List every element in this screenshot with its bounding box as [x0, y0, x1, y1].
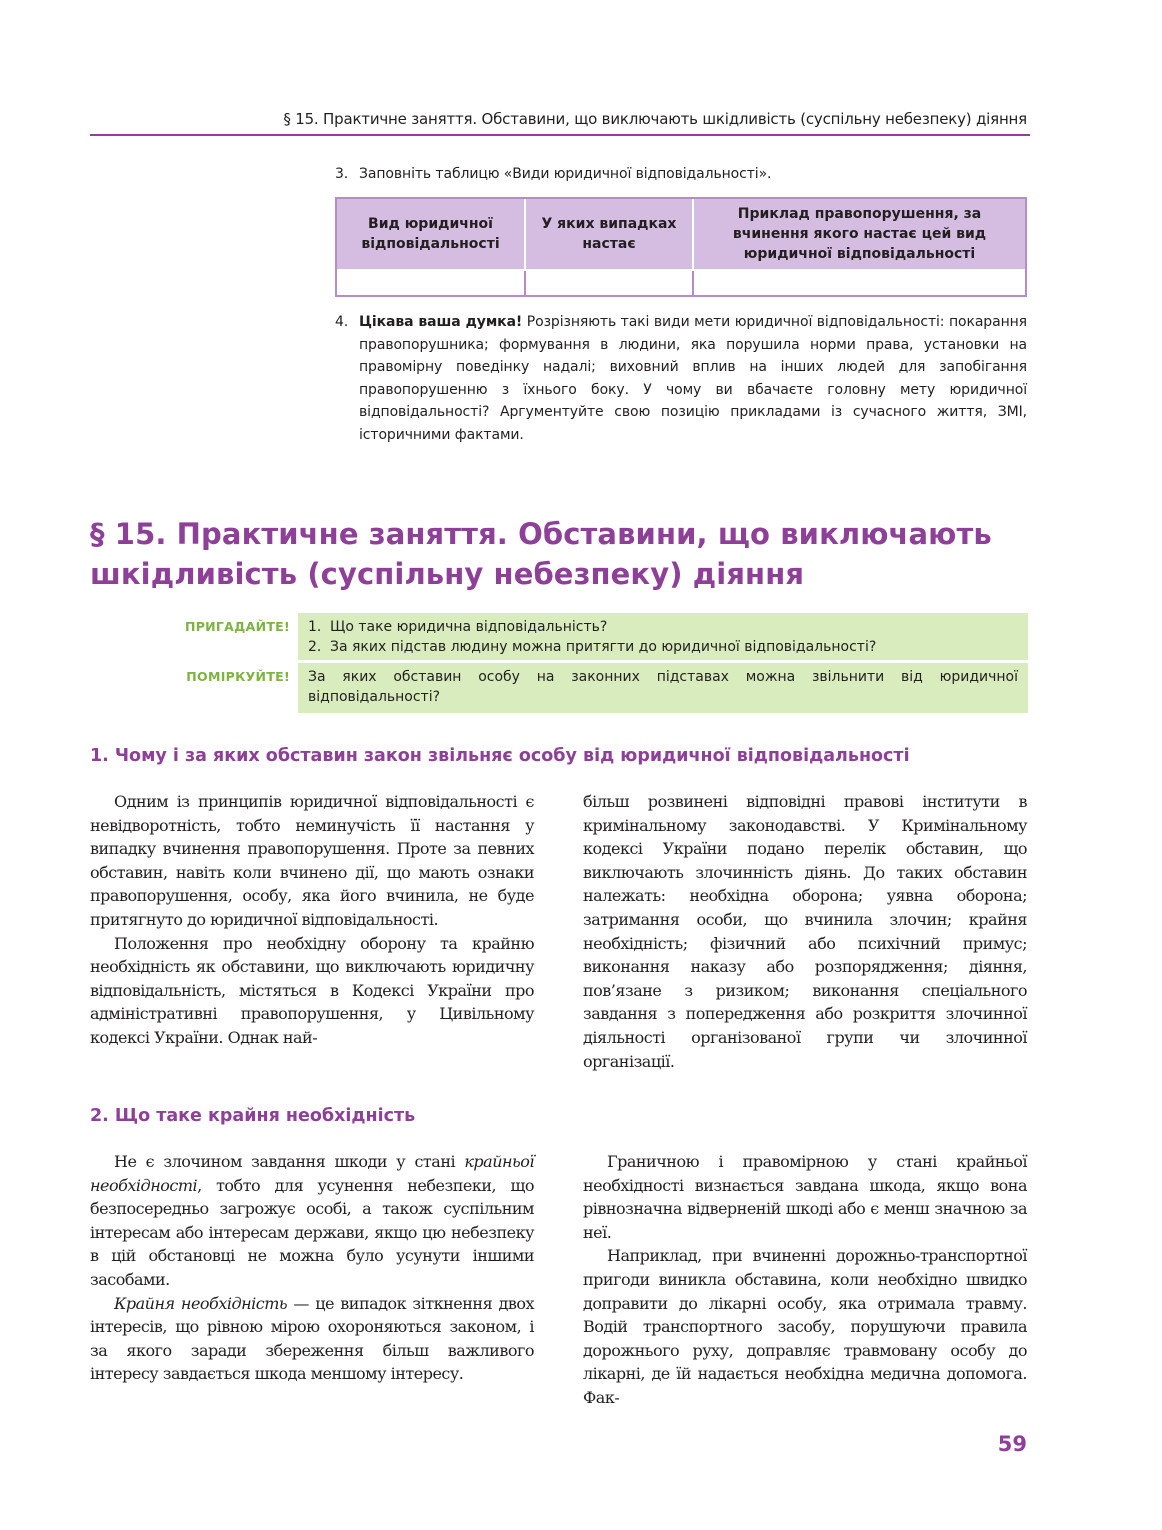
task-3 [335, 166, 771, 182]
list-item: 1. Що таке юридична відповідальність? [308, 619, 608, 635]
table-row [336, 270, 1026, 296]
task-number: 3. [335, 166, 349, 182]
section-title [90, 514, 1050, 594]
paragraph: більш розвинені відповідні правові інститути в кримінальному законодавстві. У Кримінальному кодексі України подано перелік обставин, що виключають злочинність діянь. До таких обставин належать: необхідна оборона; уявна оборона; затримання особи, що вчинила злочин; крайня необхідність; фізичний або психічний примус; виконання наказу або розпорядження; діяння, пов’язане з ризиком; виконання спеціального завдання з попередження або розкриття злочинної діяльності організованої групи чи злочинної організації. [583, 792, 1027, 1071]
header-rule [90, 134, 1030, 136]
task-text: Заповніть таблицю «Види юридичної відповідальності». [359, 166, 772, 182]
task-number: 4. [335, 314, 349, 330]
table-cell[interactable] [336, 270, 525, 296]
table-cell[interactable] [693, 270, 1026, 296]
paragraph: Граничною і правомірною у стані крайньої необхідності визнається завдана шкода, якщо вона рівнозначна відверненій шкоді або є менш значною за неї. [583, 1152, 1027, 1242]
section-title-line: шкідливість (суспільну небезпеку) діяння [90, 557, 805, 591]
running-head: § 15. Практичне заняття. Обставини, що виключають шкідливість (суспільну небезпеку) діяння [283, 110, 1027, 128]
table-cell[interactable] [525, 270, 693, 296]
remind-box [298, 613, 1028, 660]
think-label: ПОМІРКУЙТЕ! [186, 669, 290, 684]
task-lead: Цікава ваша думка! [359, 314, 523, 330]
text-column-left [90, 1150, 534, 1386]
task-4 [335, 311, 1027, 446]
remind-label: ПРИГАДАЙТЕ! [184, 619, 290, 634]
responsibility-table [335, 197, 1027, 297]
list-item: 2. За яких підстав людину можна притягти до юридичної відповідальності? [308, 639, 877, 655]
page-number: 59 [997, 1432, 1027, 1456]
task-text: Розрізняють такі види мети юридичної відповідальності: покарання правопорушника; формування в людини, яка порушила норми права, установки на правомірну поведінку надалі; виховний вплив на інших людей для запобігання правопорушенню з їхнього боку. У чому ви вбачаєте головну мету юридичної відповідальності? Аргументуйте свою позицію прикладами із сучасного життя, ЗМІ, історичними фактами. [359, 314, 1027, 443]
italic-term: крайньої необхідності [90, 1152, 534, 1195]
text-column-left [90, 790, 534, 1050]
subsection-title: 2. Що таке крайня необхідність [90, 1106, 416, 1126]
paragraph: Не є злочином завдання шкоди у стані крайньої необхідності, тобто для усунення небезпеки, що безпосередньо загрожує особі, а також суспільним інтересам або інтересам держави, якщо цю небезпеку в цій обстановці не можна було усунути іншими засобами. [90, 1152, 534, 1289]
text-column-right [583, 1150, 1027, 1410]
table-header-cell: Приклад правопорушення, за вчинення якого настає цей вид юридичної відповідальності [693, 198, 1026, 270]
paragraph: Крайня необхідність — це випадок зіткнення двох інтересів, що рівною мірою охороняються законом, і за якого заради збереження більш важливого інтересу завдається шкода меншому інтересу. [90, 1293, 534, 1384]
text-column-right [583, 790, 1027, 1073]
section-title-line: § 15. Практичне заняття. Обставини, що виключають [90, 517, 992, 551]
paragraph: Наприклад, при вчиненні дорожньо-транспортної пригоди виникла обставина, коли необхідно швидко доправити до лікарні особу, яка отримала травму. Водій транспортного засобу, порушуючи правила дорожнього руху, доправляє травмовану особу до лікарні, де їй надається необхідна медична допомога. Фак- [583, 1246, 1027, 1407]
paragraph: Положення про необхідну оборону та крайню необхідність як обставини, що виключають юридичну відповідальність, містяться в Кодексі України про адміністративні правопорушення, у Цивільному кодексі України. Однак най- [90, 933, 534, 1047]
paragraph: Одним із принципів юридичної відповідальності є невідворотність, тобто неминучість її настання у випадку вчинення правопорушення. Проте за певних обставин, навіть коли вчинено дії, що мають ознаки правопорушення, особу, яка його вчинила, не буде притягнуто до юридичної відповідальності. [90, 792, 534, 929]
think-box: За яких обставин особу на законних підставах можна звільнити від юридичної відповідальності? [298, 663, 1028, 713]
table-header-cell: У яких випадках настає [525, 198, 693, 270]
table-header-row [336, 198, 1026, 270]
table-header-cell: Вид юридичної відповідальності [336, 198, 525, 270]
italic-term: Крайня необхідність [114, 1293, 288, 1313]
subsection-title: 1. Чому і за яких обставин закон звільняє особу від юридичної відповідальності [90, 746, 910, 766]
